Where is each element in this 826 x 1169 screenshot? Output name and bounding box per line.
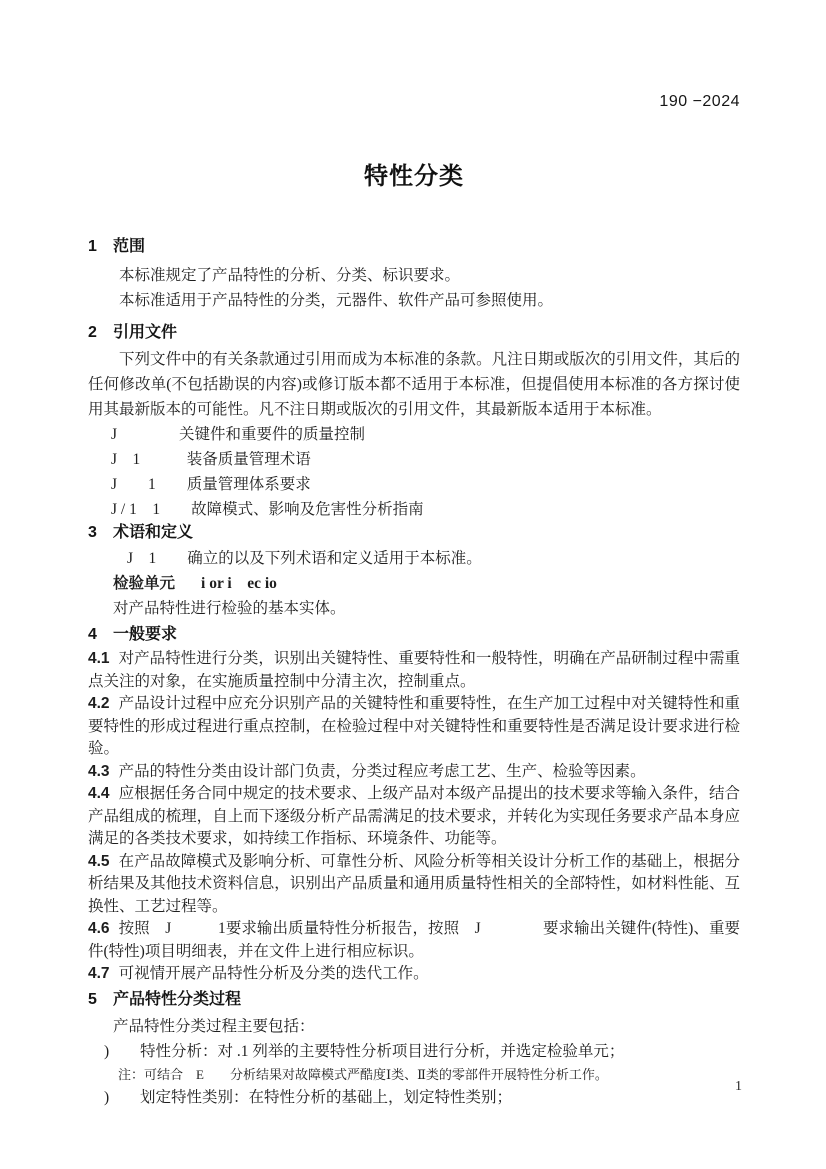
- clause: [88, 783, 740, 851]
- reference-item: J 1 质量管理体系要求: [111, 476, 311, 493]
- page-number: 1: [735, 1079, 742, 1094]
- clause-number: 4.7: [88, 965, 110, 982]
- section-number: 3: [88, 524, 97, 541]
- clause: [88, 851, 740, 919]
- clause: [88, 693, 740, 761]
- list-item: [88, 1039, 740, 1064]
- term-name: 检验单元: [113, 575, 176, 592]
- document-title: 特性分类: [364, 163, 464, 190]
- reference-item: J 关键件和重要件的质量控制: [111, 426, 366, 443]
- paragraph-references-intro: 下列文件中的有关条款通过引用而成为本标准的条款。凡注日期或版次的引用文件，其后的任何修改单(不包括勘误的内容)或修订版本都不适用于本标准，但提倡使用本标准的各方探讨使用其最新版本的可能性。凡不注日期或版次的引用文件，其最新版本适用于本标准。: [88, 351, 740, 418]
- section-title: 范围: [113, 238, 146, 255]
- clause-text: 产品的特性分类由设计部门负责，分类过程应考虑工艺、生产、检验等因素。: [118, 762, 646, 780]
- section-heading-general-requirements: [88, 624, 740, 645]
- section-heading-terms: [88, 522, 740, 543]
- clause-number: 4.4: [88, 785, 110, 802]
- note: 注：可结合 E 分析结果对故障模式严酷度Ⅰ类、Ⅱ类的零部件开展特性分析工作。: [118, 1066, 608, 1082]
- clause-text: 产品设计过程中应充分识别产品的关键特性和重要特性，在生产加工过程中对关键特性和重要特性的形成过程进行重点控制，在检验过程中对关键特性和重要特性是否满足设计要求进行检验。: [88, 695, 740, 757]
- list-text: 特性分析：对 .1 列举的主要特性分析项目进行分析，并选定检验单元；: [140, 1042, 625, 1060]
- clause-text: 对产品特性进行分类，识别出关键特性、重要特性和一般特性，明确在产品研制过程中需重点关注的对象，在实施质量控制中分清主次，控制重点。: [88, 650, 740, 690]
- paragraph-process-intro: 产品特性分类过程主要包括：: [113, 1017, 315, 1035]
- clause: [88, 918, 740, 963]
- paragraph-terms-intro: J 1 确立的以及下列术语和定义适用于本标准。: [127, 550, 482, 567]
- section-title: 一般要求: [113, 626, 178, 643]
- section-title: 引用文件: [113, 324, 178, 341]
- term-definition: 对产品特性进行检验的基本实体。: [113, 600, 346, 617]
- section-heading-references: [88, 322, 740, 343]
- clause-text: 应根据任务合同中规定的技术要求、上级产品对本级产品提出的技术要求等输入条件，结合产品组成的梳理，自上而下逐级分析产品需满足的技术要求，并转化为实现任务要求产品本身应满足的各类技术要求，如持续工作指标、环境条件、功能等。: [88, 785, 740, 847]
- section-title: 产品特性分类过程: [113, 990, 242, 1008]
- section-number: 1: [88, 238, 97, 255]
- clause-text: 可视情开展产品特性分析及分类的迭代工作。: [118, 965, 429, 982]
- paragraph-scope-1: 本标准规定了产品特性的分析、分类、标识要求。: [119, 267, 461, 284]
- doc-number: 190 −2024: [659, 93, 740, 110]
- term-line: [88, 571, 740, 596]
- list-marker: ): [104, 1042, 110, 1060]
- clause-number: 4.6: [88, 920, 110, 937]
- clause: [88, 761, 740, 784]
- term-english: i or i ec io: [201, 575, 277, 592]
- clause-number: 4.2: [88, 695, 110, 712]
- section-title: 术语和定义: [113, 524, 194, 541]
- clause-text: 在产品故障模式及影响分析、可靠性分析、风险分析等相关设计分析工作的基础上，根据分析结果及其他技术资料信息，识别出产品质量和通用质量特性相关的全部特性，如材料性能、互换性、工艺过程等。: [88, 852, 740, 915]
- clause: [88, 648, 740, 693]
- reference-item: J 1 装备质量管理术语: [111, 451, 311, 468]
- clause-number: 4.5: [88, 852, 110, 870]
- clause-number: 4.1: [88, 650, 110, 667]
- section-number: 5: [88, 990, 97, 1008]
- section-number: 4: [88, 626, 97, 643]
- list-text: 划定特性类别：在特性分析的基础上，划定特性类别；: [140, 1088, 513, 1106]
- section-heading-classification-process: [88, 989, 740, 1010]
- section-number: 2: [88, 324, 97, 341]
- section-heading-scope: [88, 236, 740, 257]
- reference-item: J / 1 1 故障模式、影响及危害性分析指南: [111, 501, 424, 518]
- list-item: [88, 1085, 740, 1110]
- list-marker: ): [104, 1088, 110, 1106]
- clause-text: 按照 J 1要求输出质量特性分析报告，按照 J 要求输出关键件(特性)、重要件(特性)项目明细表，并在文件上进行相应标识。: [88, 920, 740, 960]
- paragraph-scope-2: 本标准适用于产品特性的分类，元器件、软件产品可参照使用。: [119, 292, 554, 309]
- clause-number: 4.3: [88, 762, 110, 780]
- clause: [88, 963, 740, 986]
